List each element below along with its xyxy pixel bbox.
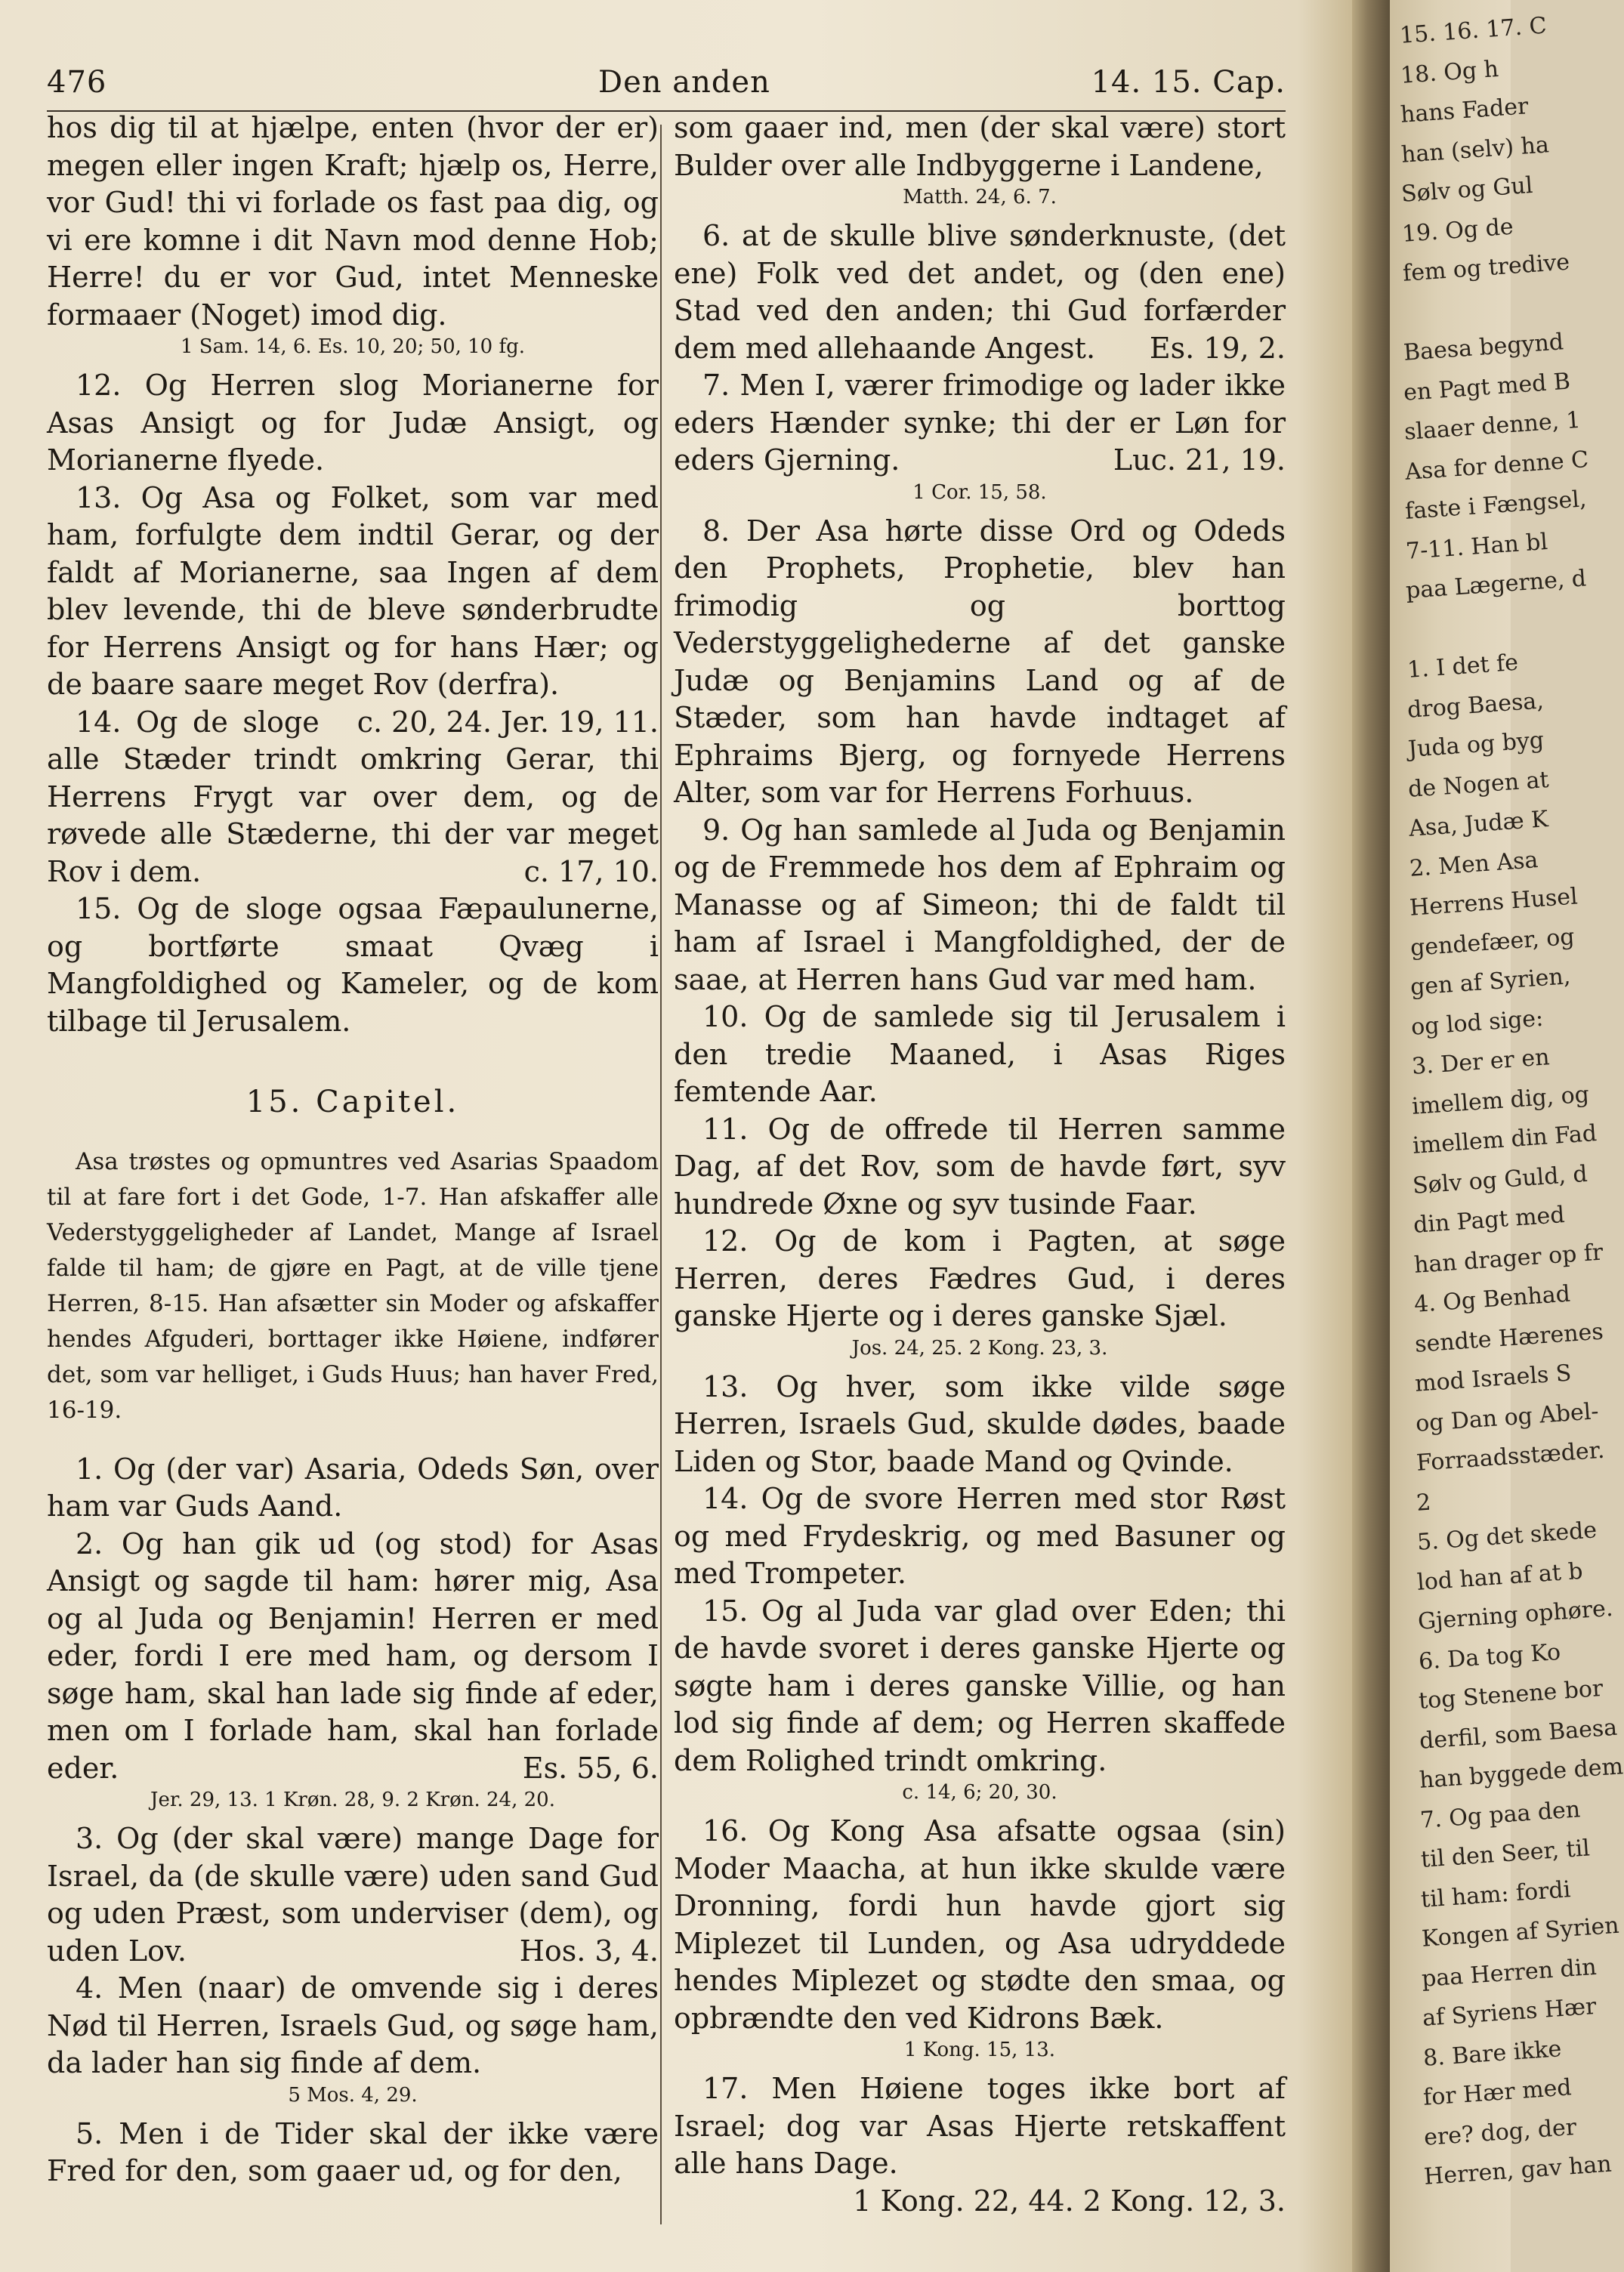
next-page-line: til ham: fordi (1420, 1875, 1572, 1913)
next-page-line: de Nogen at (1407, 766, 1550, 803)
cross-reference: 1 Kong. 15, 13. (903, 2039, 1056, 2061)
verse-11: 11. Og de offrede til Herren samme Dag, af det Rov, som de havde ført, syv hundrede Øxne og syv tusinde Faar. (674, 1112, 1286, 1221)
next-page-line: gendefæer, og (1409, 923, 1576, 962)
chapter-15-verse-5: 5. Men i de Tider skal der ikke være Fred for den, som gaaer ud, og for den, (47, 2116, 659, 2187)
next-page-line: og Dan og Abel- (1415, 1397, 1600, 1437)
next-page-line: 15. 16. 17. C (1399, 12, 1548, 49)
next-page-line: af Syriens Hær (1422, 1993, 1598, 2032)
verse-7-cross-ref: Luc. 21, 19. (1113, 443, 1286, 477)
next-page-line: han drager op fr (1413, 1239, 1604, 1279)
verse-16: 16. Og Kong Asa afsatte ogsaa (sin) Moder Maacha, at hun ikke skulde være Dronning, fordi hun havde gjort sig Miplezet til Lunden, og Asa udryddede hendes Miplezet og stødte den smaa, og opbrændte den ved Kidrons Bæk. (674, 1814, 1286, 2035)
cross-reference: Jer. 29, 13. 1 Krøn. 28, 9. 2 Krøn. 24, 20. (150, 1789, 555, 1811)
next-page-line: 4. Og Benhad (1413, 1280, 1572, 1318)
next-page-line: en Pagt med B (1403, 368, 1572, 406)
next-page-line: Herrens Husel (1409, 883, 1579, 921)
next-page-line: Kongen af Syrien (1420, 1912, 1620, 1952)
next-page-line: faste i Fængsel, (1404, 486, 1588, 525)
next-page-line: tog Stenene bor (1418, 1675, 1604, 1715)
page-number: 476 (47, 65, 107, 100)
next-page-line: mod Israels S (1414, 1360, 1573, 1397)
verse-13: 13. Og hver, som ikke vilde søge Herren, Israels Gud, skulde dødes, baade Liden og Stor, baade Mand og Qvinde. (674, 1369, 1286, 1478)
chapter-15-verse-2: 2. Og han gik ud (og stod) for Asas Ansigt og sagde til ham: hører mig, Asa og al Juda og Benjamin! Herren er med eder, fordi I ere med ham, og dersom I søge ham, skal han lade sig finde af eder, men om I forlade ham, skal han forlade eder. Es. 55, 6. (47, 1526, 659, 1788)
verse-15: 15. Og de sloge ogsaa Fæpaulunerne, og bortførte smaat Qvæg i Mangfoldighed og Kameler, og de kom tilbage til Jerusalem. (47, 892, 659, 1038)
cross-reference: c. 14, 6; 20, 30. (902, 1781, 1057, 1804)
next-page-line: 2 (1416, 1489, 1432, 1517)
next-page-line: og lod sige: (1410, 1005, 1545, 1041)
left-column (47, 110, 659, 2190)
verse-8: 8. Der Asa hørte disse Ord og Odeds den Prophets, Prophetie, blev han frimodig og borttog Vederstyggelighederne af det ganske Judæ og Benjamins Land og af de Stæder, som han havde indtaget af Ephraims Bjerg, og fornyede Herrens Alter, som var for Herrens Forhuus. (674, 514, 1286, 809)
next-page-line: 18. Og h (1399, 55, 1499, 89)
running-header (47, 65, 1286, 110)
next-page-line: han (selv) ha (1400, 131, 1550, 168)
verse-6: 6. at de skulle blive sønderknuste, (det ene) Folk ved det andet, og (den ene) Stad ved den anden; thi Gud forfærder dem med allehaande Angest. Es. 19, 2. (674, 218, 1286, 367)
verse-12: 12. Og Herren slog Morianerne for Asas Ansigt og for Judæ Ansigt, og Morianerne flyede. (47, 369, 659, 477)
next-page-line: paa Lægerne, d (1405, 565, 1588, 604)
verse-17: 17. Men Høiene toges ikke bort af Israel; dog var Asas Hjerte retskaffent alle hans Dage. 1 Kong. 22, 44. 2 Kong. 12, 3. (674, 2070, 1286, 2183)
verse-6-cross-ref: Es. 19, 2. (1149, 331, 1286, 365)
chapter-15-verse-4: 4. Men (naar) de omvende sig i deres Nød til Herren, Israels Gud, og søge ham, da lader han sig finde af dem. (47, 1971, 659, 2079)
next-page-line: Forraadsstæder. (1415, 1437, 1605, 1477)
next-page-line: 3. Der er en (1410, 1044, 1551, 1080)
next-page-line: Baesa begynd (1402, 329, 1564, 366)
chapter-heading: 15. Capitel. (245, 1085, 460, 1119)
chapter-15-verse-1: 1. Og (der var) Asaria, Odeds Søn, over ham var Guds Aand. (47, 1452, 659, 1523)
next-page-line: Asa, Judæ K (1408, 806, 1549, 842)
next-page-line: hans Fader (1400, 93, 1530, 128)
next-page-line: slaaer denne, 1 (1403, 406, 1582, 446)
next-page-line: din Pagt med (1413, 1202, 1566, 1239)
chapter-15-verse-3: 3. Og (der skal være) mange Dage for Israel, da (de skulle være) uden sand Gud og uden Præst, som underviser (dem), og uden Lov. Hos. 3, 4. (47, 1820, 659, 1970)
verse-14: 14. Og de svore Herren med stor Røst og med Frydeskrig, og med Basuner og med Trompeter. (674, 1482, 1286, 1590)
verse-2-cross-ref: Es. 55, 6. (522, 1751, 659, 1785)
cross-reference: 1 Sam. 14, 6. Es. 10, 20; 50, 10 fg. (180, 335, 526, 358)
next-page-line: ere? dog, der (1422, 2113, 1578, 2151)
verse-9: 9. Og han samlede al Juda og Benjamin og de Fremmede hos dem af Ephraim og Manasse og af Simeon; thi de faldt til ham af Israel i Mangfoldighed, der de saae, at Herren hans Gud var med ham. (674, 813, 1286, 996)
book-gutter (1352, 0, 1390, 2272)
next-page-line: 7. Og paa den (1419, 1795, 1582, 1834)
verse-13: 13. Og Asa og Folket, som var med ham, forfulgte dem indtil Gerar, og der faldt af Morianerne, saa Ingen af dem blev levende, thi de bleve sønderbrudte for Herrens Ansigt og for hans Hær; og de baare saare meget Rov (derfra). c. 20, 24. Jer. 19, 11. (47, 480, 659, 704)
next-page-line: fem og tredive (1401, 248, 1570, 287)
cross-reference: 1 Cor. 15, 58. (912, 480, 1047, 504)
verse-10: 10. Og de samlede sig til Jerusalem i den tredie Maaned, i Asas Riges femtende Aar. (674, 1000, 1286, 1108)
verse-3-cross-ref: Hos. 3, 4. (519, 1934, 659, 1968)
next-page-line: han byggede dem (1419, 1753, 1624, 1794)
verse-15: 15. Og al Juda var glad over Eden; thi de havde svoret i deres ganske Hjerte og søgte ham i deres ganske Villie, og han lod sig finde af dem; og Herren skaffede dem Rolighed trindt omkring. (674, 1594, 1286, 1777)
chapter-summary: Asa trøstes og opmuntres ved Asarias Spaadom til at fare fort i det Gode, 1-7. Han afskaffer alle Vederstyggeligheder af Landet, Mange af Israel falde til ham; de gjøre en Pagt, at de ville tjene Herren, 8-15. Han afsætter sin Moder og afskaffer hendes Afguderi, borttager ikke Høiene, indfører det, som var helliget, i Guds Huus; han haver Fred, 16-19. (47, 1147, 659, 1424)
next-page-line: for Hær med (1422, 2074, 1573, 2111)
verse-14-cross-ref: c. 17, 10. (523, 854, 659, 888)
verse-continuation: hos dig til at hjælpe, enten (hvor der er) megen eller ingen Kraft; hjælp os, Herre, vor Gud! thi vi forlade os fast paa dig, og vi ere komne i dit Navn mod denne Hob; Herre! du er vor Gud, intet Menneske formaaer (Noget) imod dig. (47, 111, 659, 332)
running-title: Den anden (598, 65, 770, 100)
next-page-line: 5. Og det skede (1416, 1517, 1598, 1556)
next-page-line: Gjerning ophøre. (1417, 1594, 1614, 1635)
next-page-line: 19. Og de (1401, 213, 1514, 248)
next-page-line: Sølv og Guld, d (1412, 1160, 1589, 1199)
next-page-line: 8. Bare ikke (1422, 2035, 1563, 2072)
next-page-line: drog Baesa, (1406, 687, 1545, 724)
verse-7: 7. Men I, værer frimodige og lader ikke eders Hænder synke; thi der er Løn for eders Gjerning. Luc. 21, 19. (674, 367, 1286, 480)
next-page-line: imellem dig, og (1411, 1081, 1591, 1120)
next-page-line: derfil, som Baesa (1418, 1714, 1618, 1755)
next-page-line: lod han af at b (1416, 1557, 1584, 1596)
cross-reference: Matth. 24, 6. 7. (903, 186, 1057, 208)
cross-reference: Jos. 24, 25. 2 Kong. 23, 3. (851, 1336, 1108, 1360)
next-page-line: 6. Da tog Ko (1417, 1638, 1561, 1675)
next-page-line: Sølv og Gul (1400, 171, 1534, 208)
verse-14: 14. Og de sloge alle Stæder trindt omkring Gerar, thi Herrens Frygt var over dem, og de røvede alle Stæderne, thi der var meget Rov i dem. c. 17, 10. (47, 704, 659, 891)
next-page-line: 7-11. Han bl (1404, 528, 1548, 565)
column-divider (660, 125, 662, 2224)
next-page-line: 2. Men Asa (1408, 846, 1539, 882)
next-page-line: gen af Syrien, (1409, 963, 1572, 1001)
next-page-line: paa Herren din (1421, 1953, 1598, 1993)
next-page-line: imellem din Fad (1411, 1119, 1598, 1159)
verse-12: 12. Og de kom i Pagten, at søge Herren, deres Fædres Gud, i deres ganske Hjerte og i deres ganske Sjæl. (674, 1224, 1286, 1332)
cross-reference: 5 Mos. 4, 29. (288, 2083, 418, 2107)
verse-17-cross-ref: 1 Kong. 22, 44. 2 Kong. 12, 3. (853, 2184, 1286, 2218)
right-column (674, 110, 1286, 2220)
next-page-line: 1. I det fe (1406, 649, 1519, 684)
next-page-line: Herren, gav han (1423, 2150, 1613, 2190)
next-page-line: Juda og byg (1406, 727, 1545, 763)
verse-13-cross-ref: c. 20, 24. Jer. 19, 11. (357, 705, 659, 739)
chapter-indicator: 14. 15. Cap. (1091, 65, 1286, 100)
verse-continuation: som gaaer ind, men (der skal være) stort Bulder over alle Indbyggerne i Landene, (674, 111, 1286, 182)
next-page-edge (1390, 0, 1624, 2272)
next-page-line: sendte Hærenes (1413, 1318, 1604, 1358)
next-page-line: til den Seer, til (1419, 1835, 1591, 1873)
next-page-line: Asa for denne C (1403, 446, 1589, 486)
